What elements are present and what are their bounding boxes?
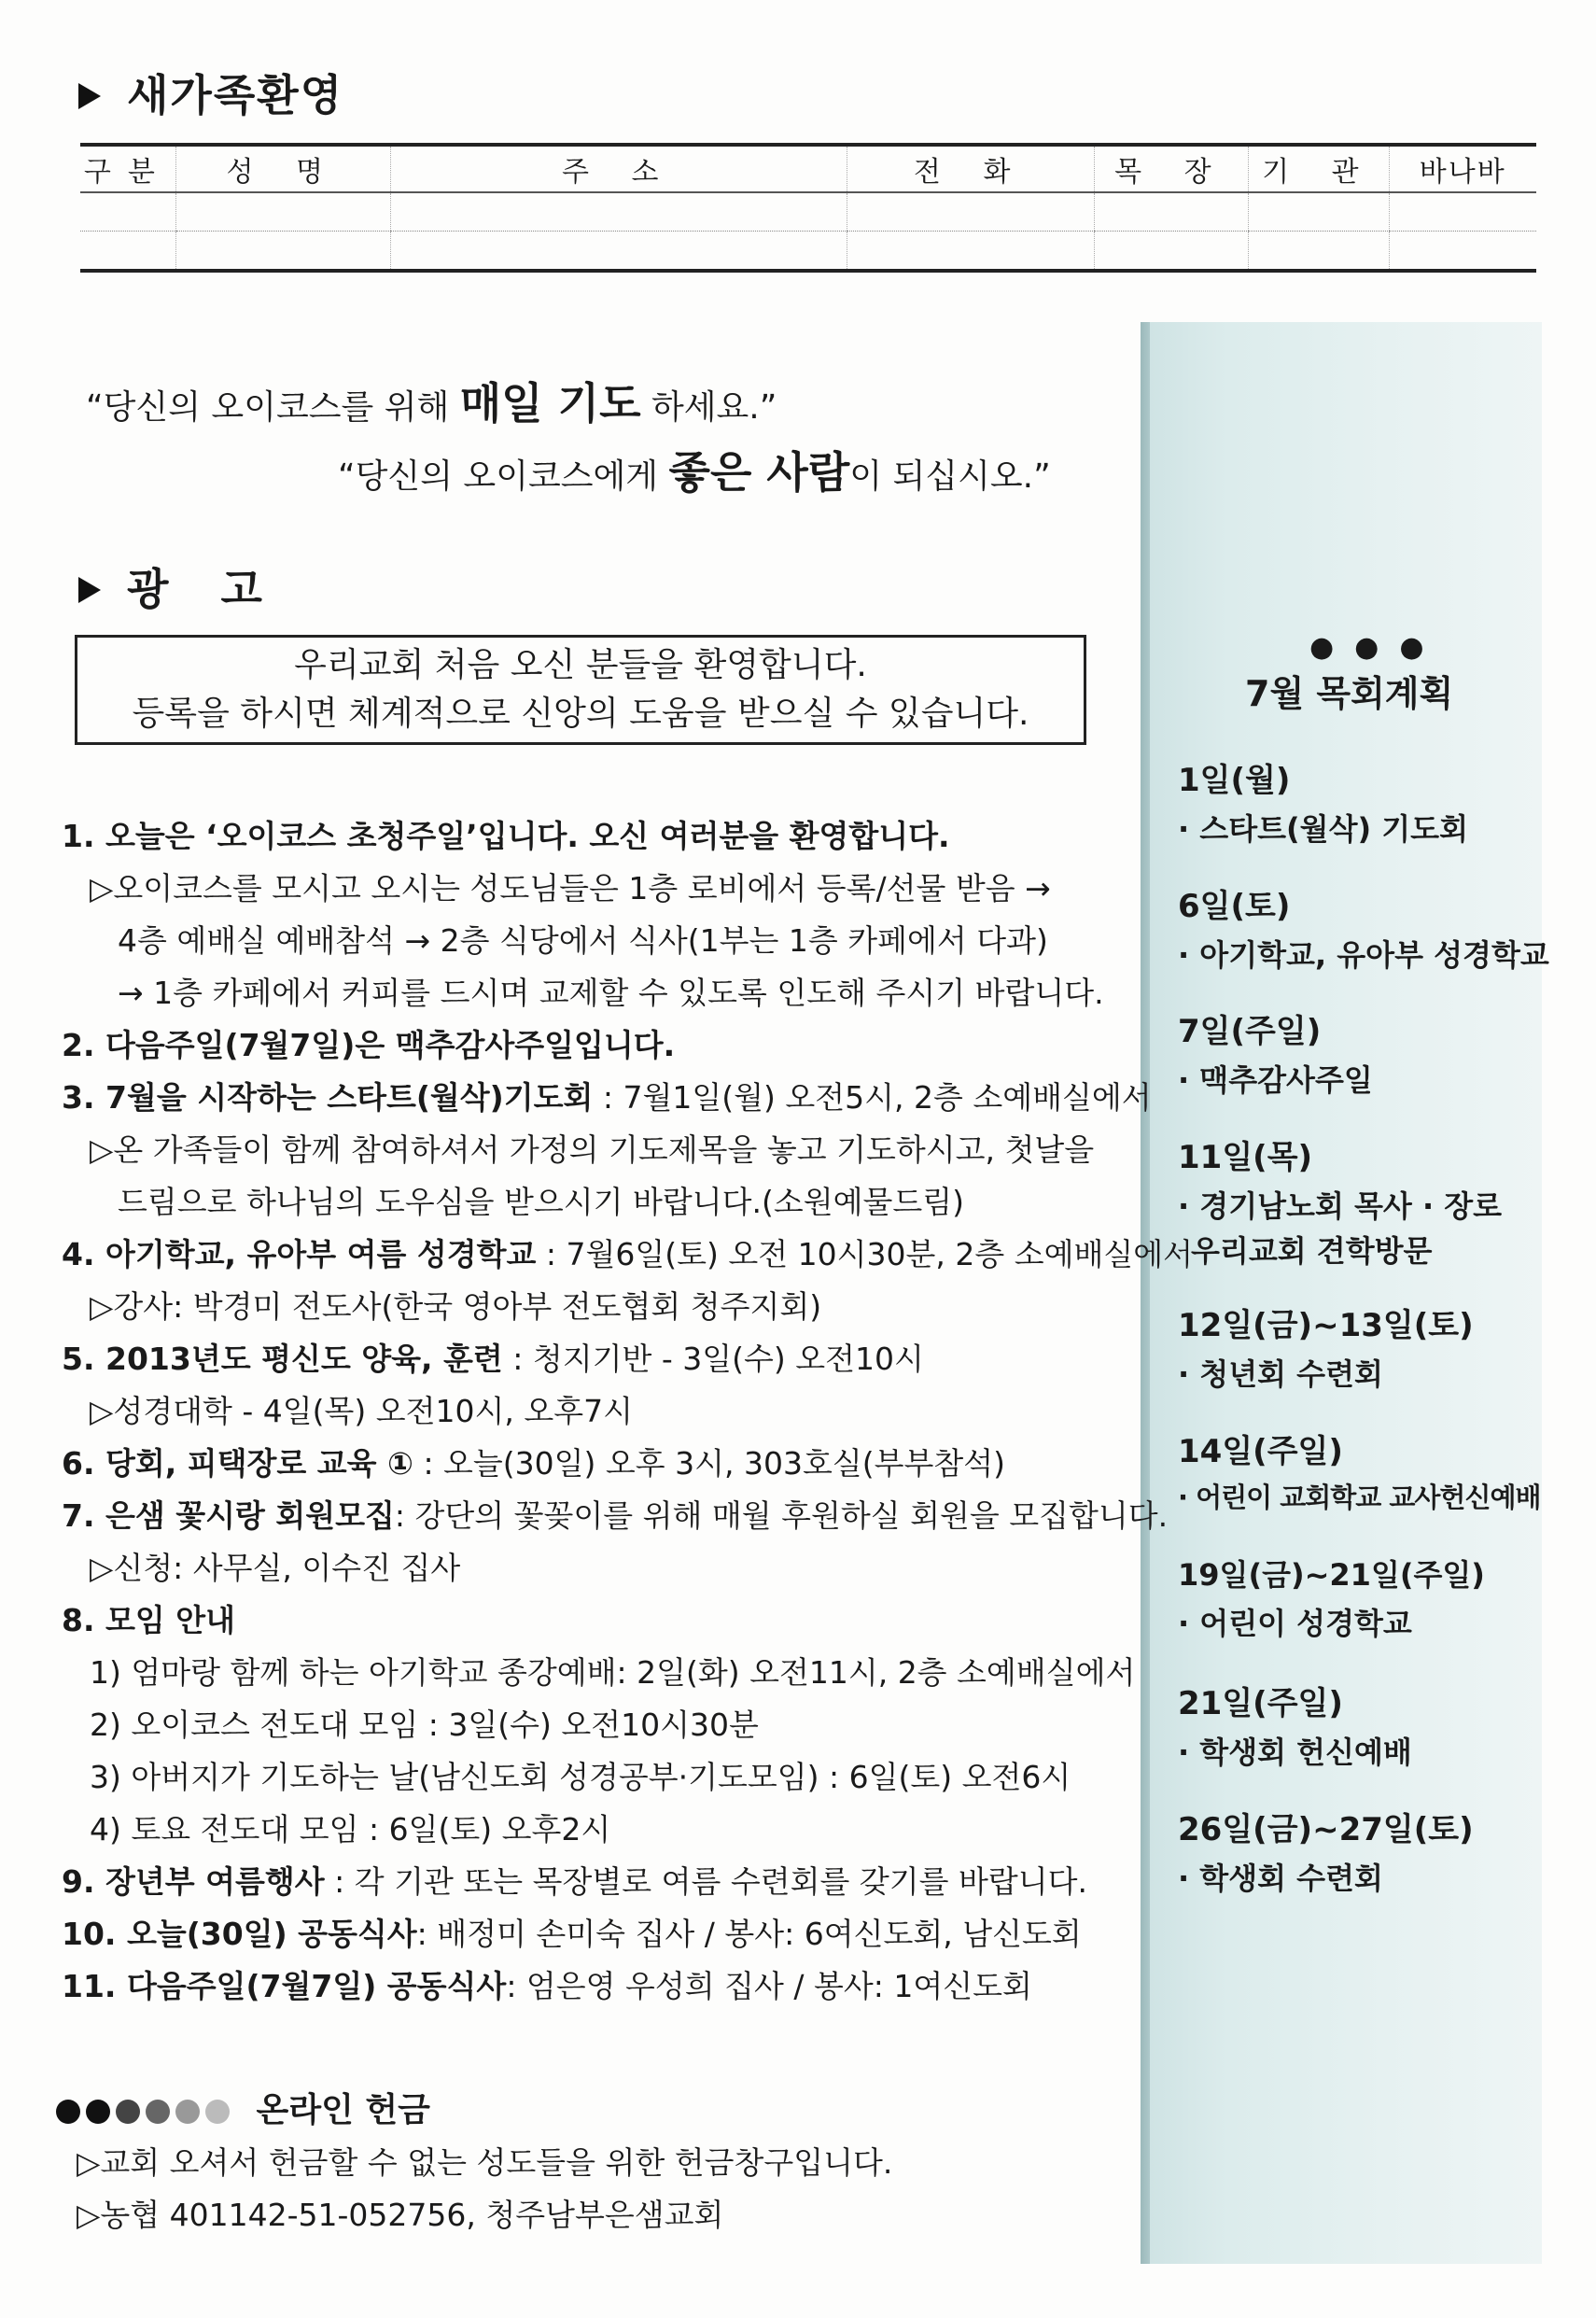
schedule-date: 12일(금)~13일(토) [1178, 1307, 1474, 1344]
col-name: 성 명 [175, 145, 390, 192]
schedule-desc: · 학생회 수련회 [1178, 1861, 1383, 1896]
announcement-heading: 11. 다음주일(7월7일) 공동식사 [62, 1968, 507, 2004]
meeting-item: 3) 아버지가 기도하는 날(남신도회 성경공부·기도모임) : 6일(토) 오전6시 [90, 1759, 1071, 1795]
announcement-item [62, 1856, 1116, 1908]
schedule-desc: · 청년회 수련회 [1178, 1356, 1383, 1392]
announcement-heading: 9. 장년부 여름행사 [62, 1863, 325, 1900]
bullet-dot-icon [56, 2100, 80, 2124]
announcement-item [62, 1960, 1116, 2013]
online-offering-section [56, 2085, 892, 2241]
announcement-heading: 4. 아기학교, 유아부 여름 성경학교 [62, 1236, 537, 1272]
quote-emphasis: 매일 기도 [459, 378, 641, 428]
announcement-item [62, 1438, 1116, 1490]
bullet-dot-icon [86, 2100, 110, 2124]
triangle-bullet-icon [78, 577, 101, 603]
announcement-item [62, 1908, 1116, 1960]
ad-section-title [78, 555, 281, 617]
quote-text: “당신의 오이코스에게 [338, 457, 669, 496]
quote-emphasis: 좋은 사람 [668, 447, 850, 498]
announcement-item [62, 1072, 1152, 1124]
col-address: 주 소 [390, 145, 847, 192]
col-org: 기 관 [1249, 145, 1390, 192]
monthly-plan-sidebar [1150, 322, 1542, 2264]
announcement-body: : 배정미 손미숙 집사 / 봉사: 6여신도회, 남신도회 [416, 1916, 1082, 1952]
announcement-detail: ▷강사: 박경미 전도사(한국 영아부 전도협회 청주지회) [90, 1288, 822, 1325]
family-section-title [78, 62, 343, 123]
schedule-desc-2: 우리교회 견학방문 [1191, 1233, 1433, 1269]
announcement-body: : 강단의 꽃꽂이를 위해 매월 후원하실 회원을 모집합니다. [394, 1497, 1169, 1534]
family-title-text: 새가족환영 [127, 70, 344, 120]
announcement-item [62, 1490, 1169, 1542]
schedule-item [1178, 1678, 1412, 1772]
schedule-date: 19일(금)~21일(주일) [1178, 1557, 1485, 1593]
sidebar-dots-icon: ●●● [1309, 631, 1445, 664]
announcement-list [62, 810, 1193, 2013]
triangle-bullet-icon [78, 83, 101, 109]
table-row [80, 192, 1536, 232]
announcement-heading: 5. 2013년도 평신도 양육, 훈련 [62, 1341, 503, 1377]
schedule-item [1178, 1005, 1373, 1100]
schedule-desc: · 아기학교, 유아부 성경학교 [1178, 937, 1549, 973]
announcement-body: : 7월1일(월) 오전5시, 2층 소예배실에서 [593, 1079, 1152, 1116]
online-offering-header [56, 2085, 892, 2137]
notice-line: 우리교회 처음 오신 분들을 환영합니다. [294, 646, 867, 684]
online-offering-line: ▷교회 오셔서 헌금할 수 없는 성도들을 위한 헌금창구입니다. [77, 2144, 893, 2181]
online-offering-title: 온라인 헌금 [256, 2091, 430, 2129]
announcement-detail: ▷성경대학 - 4일(목) 오전10시, 오후7시 [90, 1393, 634, 1429]
schedule-date: 6일(토) [1178, 888, 1291, 925]
schedule-desc: · 스타트(월삭) 기도회 [1178, 811, 1468, 847]
bullet-dot-icon [146, 2100, 170, 2124]
announcement-heading: 7. 은샘 꽃시랑 회원모집 [62, 1497, 395, 1534]
announcement-heading: 6. 당회, 피택장로 교육 ① [62, 1445, 413, 1482]
announcement-detail: ▷오이코스를 모시고 오시는 성도님들은 1층 로비에서 등록/선물 받음 → [90, 870, 1051, 906]
schedule-date: 1일(월) [1178, 762, 1291, 799]
schedule-desc: · 맥추감사주일 [1178, 1062, 1373, 1098]
announcement-item: 2. 다음주일(7월7일)은 맥추감사주일입니다. [62, 1027, 676, 1063]
schedule-item [1178, 1131, 1502, 1271]
announcement-item [62, 1333, 1116, 1385]
welcome-notice-box [75, 635, 1086, 745]
quote-line-2 [338, 439, 1051, 500]
schedule-item [1178, 754, 1468, 849]
bullet-dot-icon [175, 2100, 200, 2124]
col-category: 구분 [80, 145, 175, 192]
schedule-desc: · 경기남노회 목사 · 장로 [1178, 1188, 1503, 1224]
table-row [80, 232, 1536, 272]
new-family-table [80, 143, 1536, 273]
sidebar-title: 7월 목회계획 [1245, 673, 1454, 714]
announcement-body: : 각 기관 또는 목장별로 여름 수련회를 갖기를 바랍니다. [324, 1863, 1087, 1900]
meeting-item: 1) 엄마랑 함께 하는 아기학교 종강예배: 2일(화) 오전11시, 2층 소예배실에서 [90, 1654, 1136, 1691]
announcement-heading: 10. 오늘(30일) 공동식사 [62, 1916, 417, 1952]
schedule-desc: · 어린이 성경학교 [1178, 1606, 1412, 1641]
col-barnabas: 바나바 [1389, 145, 1536, 192]
bank-account-line: ▷농협 401142-51-052756, 청주남부은샘교회 [77, 2197, 724, 2233]
ad-title-text: 광 고 [127, 564, 281, 614]
announcement-heading: 3. 7월을 시작하는 스타트(월삭)기도회 [62, 1079, 594, 1116]
bullet-dot-icon [116, 2100, 140, 2124]
announcement-item [62, 1229, 1193, 1281]
meeting-item: 2) 오이코스 전도대 모임 : 3일(수) 오전10시30분 [90, 1707, 759, 1743]
schedule-date: 7일(주일) [1178, 1013, 1322, 1050]
announcement-body: : 7월6일(토) 오전 10시30분, 2층 소예배실에서 [536, 1236, 1193, 1272]
announcement-body: : 청지기반 - 3일(수) 오전10시 [502, 1341, 924, 1377]
schedule-item [1178, 880, 1549, 975]
meeting-item: 4) 토요 전도대 모임 : 6일(토) 오후2시 [90, 1811, 611, 1847]
quote-text: 하세요.” [640, 388, 777, 427]
col-phone: 전 화 [847, 145, 1094, 192]
announcement-detail: ▷온 가족들이 함께 참여하셔서 가정의 기도제목을 놓고 기도하시고, 첫날을 [90, 1131, 1095, 1168]
table-header-row [80, 145, 1536, 192]
announcement-body: : 오늘(30일) 오후 3시, 303호실(부부참석) [413, 1445, 1006, 1482]
schedule-item [1178, 1426, 1541, 1515]
schedule-date: 21일(주일) [1178, 1685, 1343, 1722]
schedule-date: 26일(금)~27일(토) [1178, 1811, 1474, 1848]
announcement-detail: ▷신청: 사무실, 이수진 집사 [90, 1550, 461, 1586]
announcement-item: 8. 모임 안내 [62, 1602, 235, 1638]
quote-line-1 [86, 370, 777, 431]
schedule-desc: · 어린이 교회학교 교사헌신예배 [1178, 1482, 1541, 1513]
schedule-desc: · 학생회 헌신예배 [1178, 1735, 1412, 1770]
bullet-dot-icon [205, 2100, 230, 2124]
quote-text: 이 되십시오.” [849, 457, 1051, 496]
schedule-item [1178, 1552, 1485, 1643]
quote-text: “당신의 오이코스를 위해 [86, 388, 460, 427]
notice-line: 등록을 하시면 체계적으로 신앙의 도움을 받으실 수 있습니다. [132, 695, 1029, 733]
schedule-item [1178, 1804, 1474, 1898]
schedule-date: 11일(목) [1178, 1139, 1313, 1176]
schedule-item [1178, 1299, 1474, 1394]
col-cell: 목 장 [1094, 145, 1248, 192]
announcement-detail: → 1층 카페에서 커피를 드시며 교제할 수 있도록 인도해 주시기 바랍니다. [118, 975, 1104, 1011]
announcement-item: 1. 오늘은 ‘오이코스 초청주일’입니다. 오신 여러분을 환영합니다. [62, 818, 950, 854]
announcement-body: : 엄은영 우성희 집사 / 봉사: 1여신도회 [506, 1968, 1032, 2004]
schedule-date: 14일(주일) [1178, 1433, 1343, 1470]
announcement-detail: 드림으로 하나님의 도우심을 받으시기 바랍니다.(소원예물드림) [118, 1184, 965, 1220]
announcement-detail: 4층 예배실 예배참석 → 2층 식당에서 식사(1부는 1층 카페에서 다과) [118, 922, 1048, 959]
